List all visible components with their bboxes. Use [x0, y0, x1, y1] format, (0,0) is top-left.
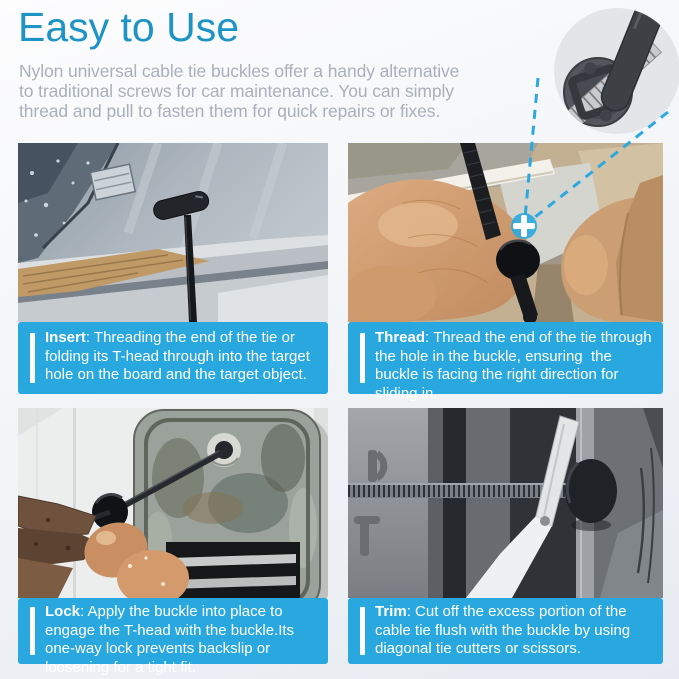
step-photo-insert	[18, 143, 328, 322]
intro-line-2: to traditional screws for car maintenance. You can simply	[19, 81, 454, 101]
intro-paragraph	[19, 61, 459, 121]
trim-photo-illustration	[348, 408, 663, 598]
lock-photo-illustration	[18, 408, 328, 598]
caption-text: Trim: Cut off the excess portion of the cable tie flush with the buckle by using diagonal tie cutters or scissors.	[375, 603, 635, 658]
insert-photo-illustration	[18, 143, 328, 322]
caption-accent-bar	[360, 607, 365, 655]
step-label-lock: Lock	[45, 603, 81, 620]
step-photo-trim	[348, 408, 663, 598]
step-caption-insert	[18, 322, 328, 394]
step-label-insert: Insert	[45, 329, 86, 346]
intro-line-1: Nylon universal cable tie buckles offer a handy alternative	[19, 61, 460, 81]
step-card-lock	[18, 408, 328, 676]
caption-accent-bar	[360, 333, 365, 383]
caption-text: Thread: Thread the end of the tie through the hole in the buckle, ensuring the buckle is facing the right direction for sliding in.	[375, 329, 656, 402]
caption-text: Insert: Threading the end of the tie or folding its T-head through into the target hole on the board and the target object.	[45, 329, 315, 384]
thread-photo-illustration	[348, 143, 663, 322]
step-label-trim: Trim	[375, 603, 407, 620]
serrated-strap	[348, 484, 572, 498]
page-title: Easy to Use	[18, 4, 240, 50]
product-inset-circle	[540, 0, 679, 140]
step-caption-thread	[348, 322, 663, 402]
step-label-thread: Thread	[375, 329, 426, 346]
step-card-insert	[18, 143, 328, 394]
step-card-thread	[348, 143, 663, 402]
step-card-trim	[348, 408, 663, 664]
caption-accent-bar	[30, 333, 35, 383]
step-photo-lock	[18, 408, 328, 598]
caption-text: Lock: Apply the buckle into place to engage the T-head with the buckle.Its one-way lock prevents backslip or loosening for a tight fit.	[45, 603, 299, 676]
caption-accent-bar	[30, 607, 35, 655]
step-caption-trim	[348, 598, 663, 664]
step-caption-lock	[18, 598, 328, 676]
step-photo-thread	[348, 143, 663, 322]
intro-line-3: thread and pull to fasten them for quick repairs or fixes.	[19, 101, 441, 121]
